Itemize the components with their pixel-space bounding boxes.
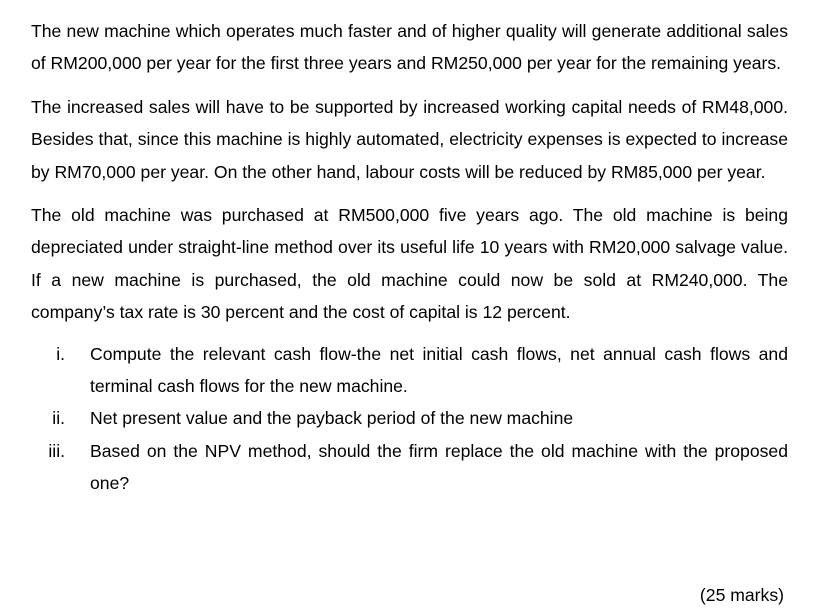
paragraph-working-capital-expenses: The increased sales will have to be supported by increased working capital needs of RM48,000. Besides that, since this machine is highly automated, electricity expenses is expected to increase by RM70,000 per year. On the other hand, labour costs will be reduced by RM85,000 per year. <box>31 96 788 182</box>
question-list <box>31 338 788 500</box>
question-item <box>31 435 788 500</box>
marks-label: (25 marks) <box>699 585 784 605</box>
question-text: Based on the NPV method, should the firm replace the old machine with the proposed one? <box>90 440 788 494</box>
question-number: ii. <box>52 408 65 429</box>
question-text: Compute the relevant cash flow-the net initial cash flows, net annual cash flows and terminal cash flows for the new machine. <box>90 343 788 397</box>
question-text: Net present value and the payback period of the new machine <box>90 408 574 429</box>
question-number: iii. <box>48 440 65 461</box>
question-item <box>31 402 788 434</box>
question-item <box>31 338 788 403</box>
question-number: i. <box>56 343 65 364</box>
paragraph-new-machine-sales: The new machine which operates much faster and of higher quality will generate additional sales of RM200,000 per year for the first three years and RM250,000 per year for the remaining years. <box>31 21 788 74</box>
paragraph-old-machine: The old machine was purchased at RM500,000 five years ago. The old machine is being depreciated under straight-line method over its useful life 10 years with RM20,000 salvage value. If a new machine is purchased, the old machine could now be sold at RM240,000. The company’s tax rate is 30 percent and the cost of capital is 12 percent. <box>31 205 788 323</box>
